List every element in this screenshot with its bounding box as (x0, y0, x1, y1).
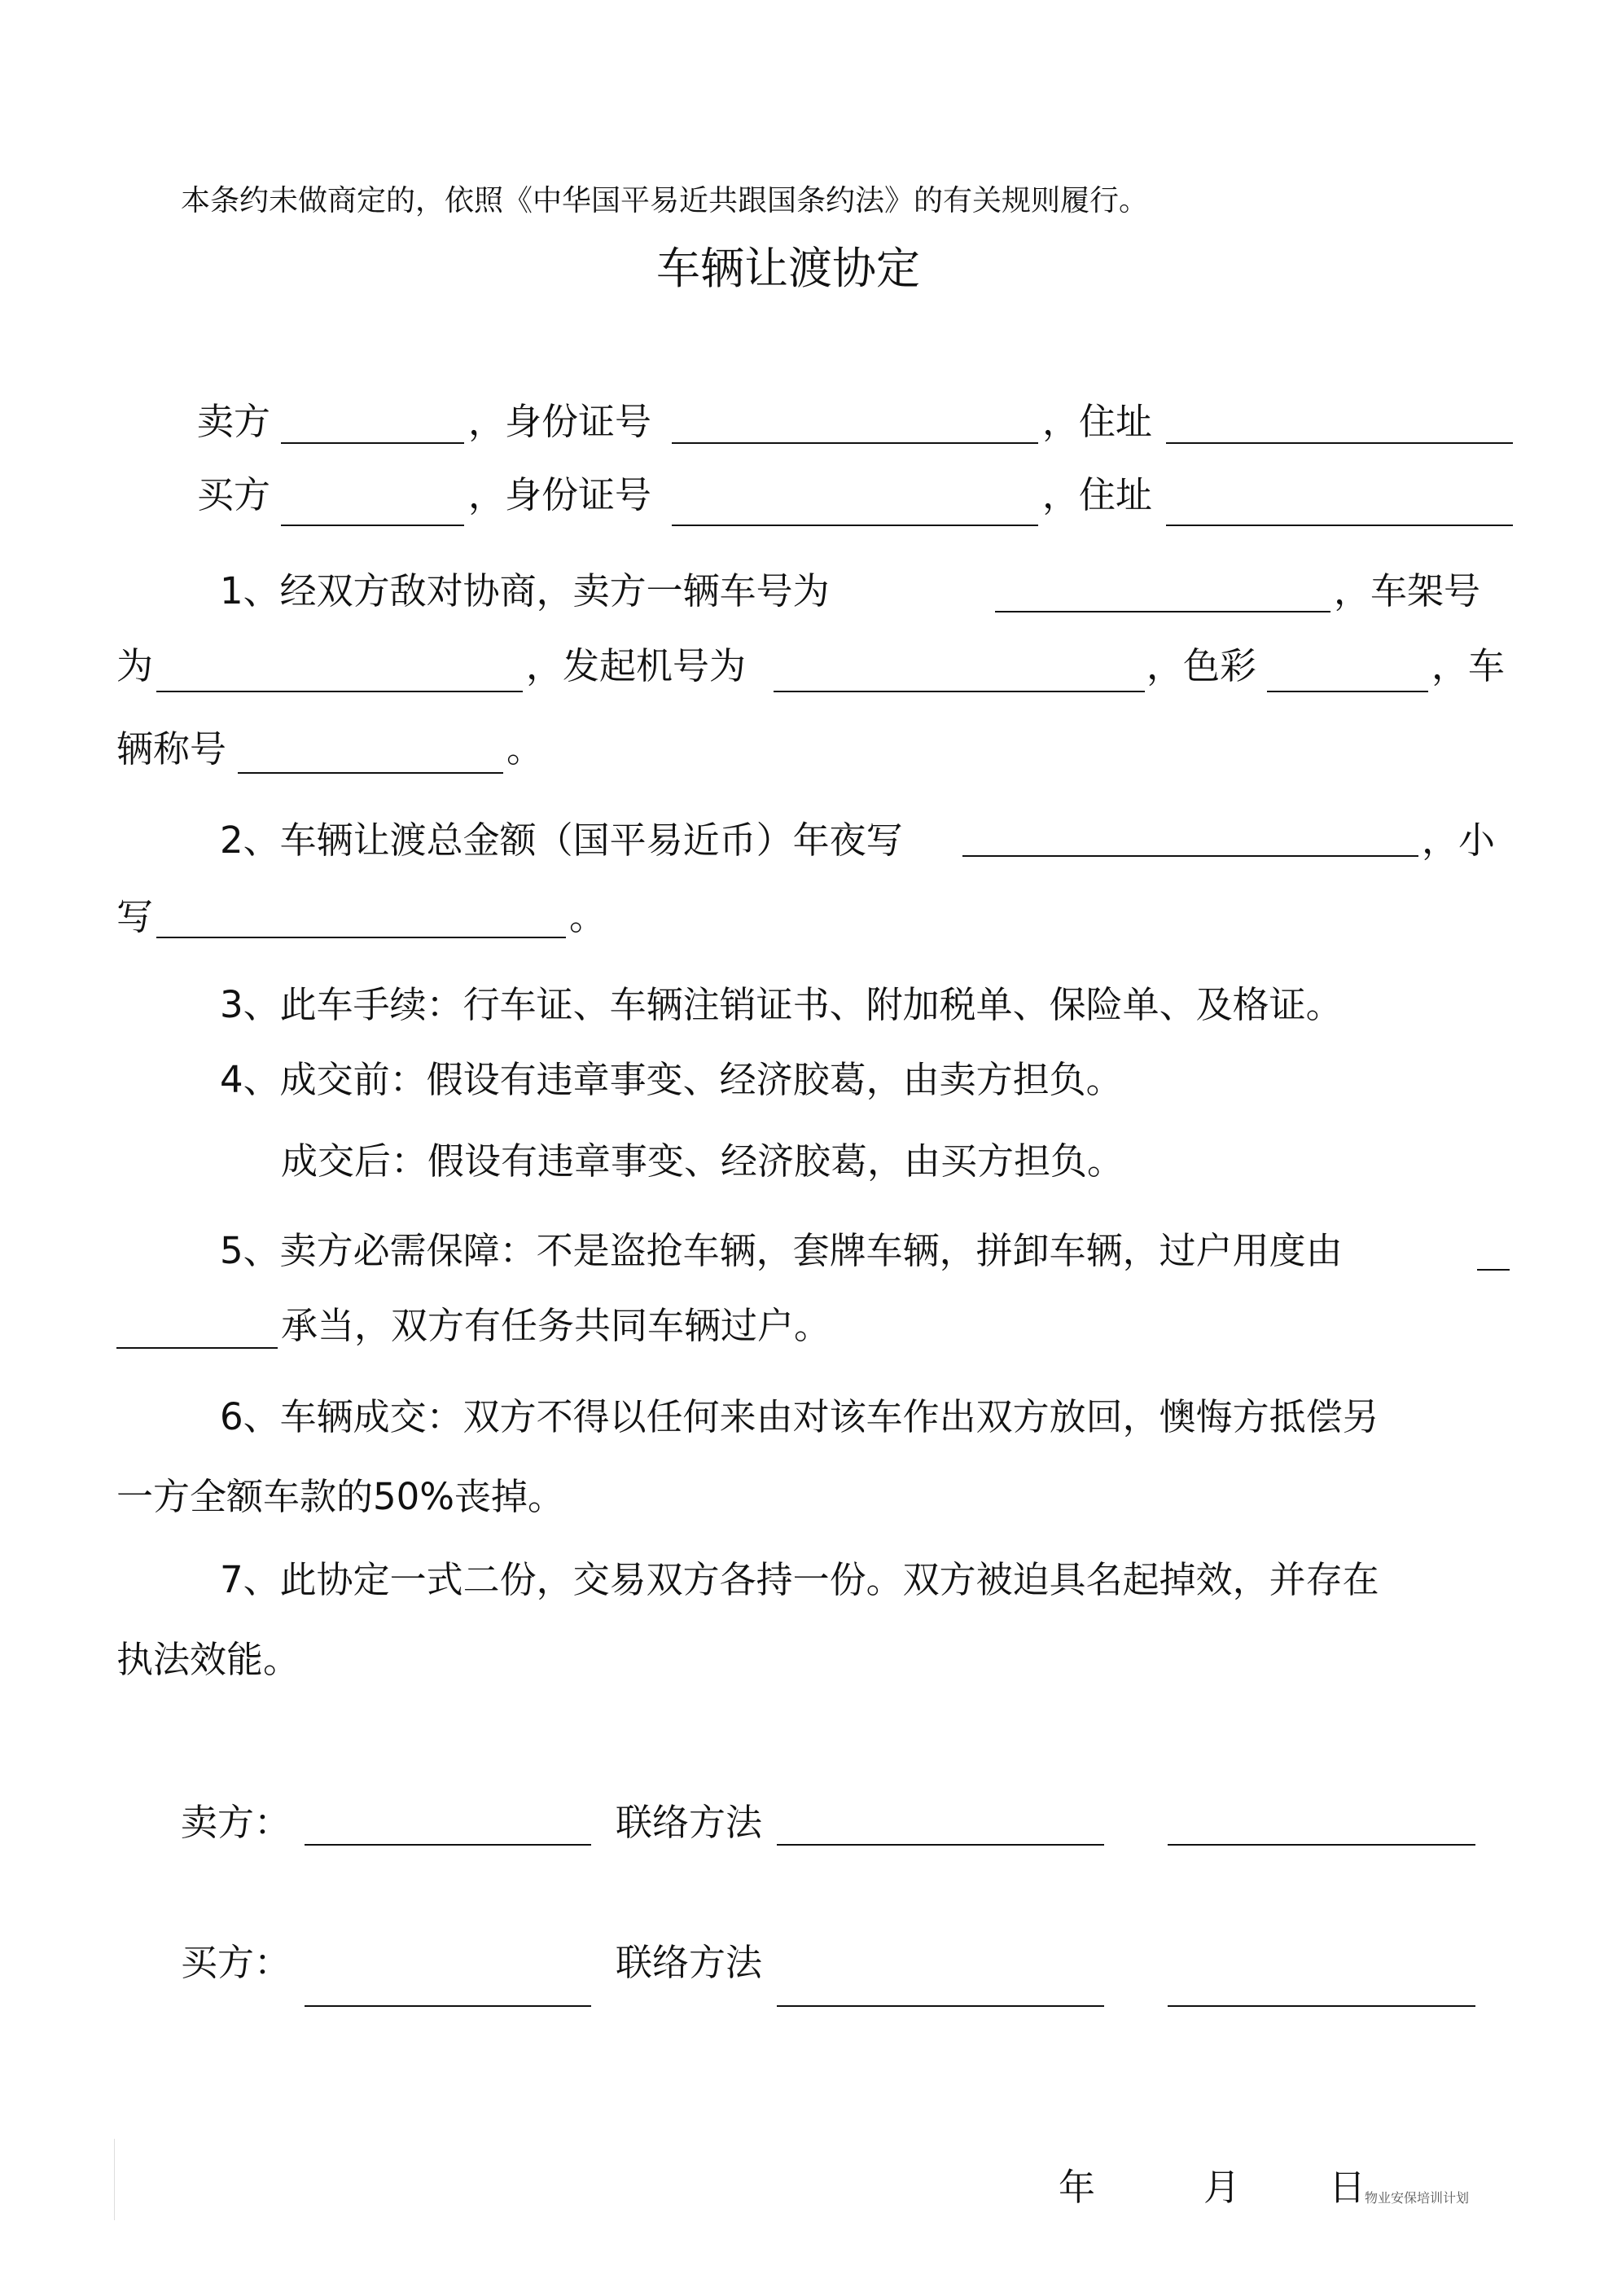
clause-7-line-2: 执法效能。 (116, 1638, 300, 1681)
clause-1-text-d: ，发起机号为 (526, 644, 747, 687)
clause-1-text-f: ，车 (1431, 644, 1506, 687)
chassis-number-blank[interactable] (156, 691, 523, 692)
seller-address-blank[interactable] (1166, 442, 1513, 444)
transfer-fee-blank-b[interactable] (116, 1347, 278, 1349)
date-month-label: 月 (1203, 2166, 1241, 2209)
seller-label: 卖方 (197, 400, 271, 443)
clause-6-line-2: 一方全额车款的50%丧掉。 (116, 1475, 565, 1518)
date-day-label: 日 (1329, 2166, 1366, 2209)
seller-extra-blank[interactable] (1168, 1844, 1475, 1846)
buyer-address-label: ，住址 (1042, 473, 1153, 516)
amount-lowercase-blank[interactable] (156, 937, 566, 938)
clause-4-before: 4、成交前：假设有违章事变、经济胶葛，由卖方担负。 (220, 1058, 1123, 1101)
buyer-name-blank[interactable] (281, 525, 464, 526)
clause-3: 3、此车手续：行车证、车辆注销证书、附加税单、保险单、及格证。 (220, 983, 1343, 1026)
page-title: 车辆让渡协定 (656, 243, 920, 294)
clause-5-text-b: 承当，双方有任务共同车辆过户。 (281, 1304, 831, 1347)
clause-1-text-h: 。 (506, 727, 544, 770)
vehicle-plate-blank[interactable] (995, 611, 1330, 612)
buyer-contact-blank[interactable] (777, 2005, 1104, 2007)
buyer-label: 买方 (197, 473, 271, 516)
clause-1-text-e: ，色彩 (1146, 644, 1257, 687)
clause-6-line-1: 6、车辆成交：双方不得以任何来由对该车作出双方放回，懊悔方抵偿另 (220, 1395, 1379, 1438)
seller-id-blank[interactable] (672, 442, 1038, 444)
buyer-id-blank[interactable] (672, 525, 1038, 526)
clause-2-text-a: 2、车辆让渡总金额（国平易近币）年夜写 (220, 819, 903, 862)
preamble-text: 本条约未做商定的，依照《中华国平易近共跟国条约法》的有关规则履行。 (181, 184, 1149, 217)
seller-id-label: ，身份证号 (468, 400, 652, 443)
clause-4-after: 成交后：假设有违章事变、经济胶葛，由买方担负。 (281, 1139, 1124, 1183)
vehicle-name-blank[interactable] (238, 772, 503, 774)
buyer-signature-blank[interactable] (305, 2005, 591, 2007)
clause-2-text-d: 。 (569, 895, 607, 938)
footer-note: 物业安保培训计划 (1365, 2190, 1470, 2206)
seller-name-blank[interactable] (281, 442, 464, 444)
clause-1-text-a: 1、经双方敌对协商，卖方一辆车号为 (220, 569, 830, 612)
clause-7-line-1: 7、此协定一式二份，交易双方各持一份。双方被迫具名起掉效，并存在 (220, 1558, 1379, 1601)
buyer-address-blank[interactable] (1166, 525, 1513, 526)
buyer-extra-blank[interactable] (1168, 2005, 1475, 2007)
clause-1-text-g: 辆称号 (116, 727, 227, 770)
buyer-contact-label: 联络方法 (616, 1941, 763, 1984)
clause-1-text-b: ，车架号 (1334, 569, 1481, 612)
clause-5-text-a: 5、卖方必需保障：不是盗抢车辆，套牌车辆，拼卸车辆，过户用度由 (220, 1229, 1343, 1272)
seller-signature-blank[interactable] (305, 1844, 591, 1846)
clause-2-text-b: ，小 (1422, 819, 1496, 862)
seller-contact-label: 联络方法 (616, 1801, 763, 1844)
clause-1-text-c: 为 (116, 644, 154, 687)
margin-mark (114, 2139, 115, 2220)
amount-uppercase-blank[interactable] (962, 855, 1418, 857)
color-blank[interactable] (1267, 691, 1428, 692)
clause-2-text-c: 写 (116, 895, 154, 938)
seller-signature-label: 卖方： (181, 1801, 292, 1844)
seller-address-label: ，住址 (1042, 400, 1153, 443)
buyer-signature-label: 买方： (181, 1941, 292, 1984)
seller-contact-blank[interactable] (777, 1844, 1104, 1846)
transfer-fee-blank-a[interactable] (1477, 1269, 1510, 1271)
date-year-label: 年 (1059, 2166, 1096, 2209)
buyer-id-label: ，身份证号 (468, 473, 652, 516)
engine-number-blank[interactable] (774, 691, 1145, 692)
